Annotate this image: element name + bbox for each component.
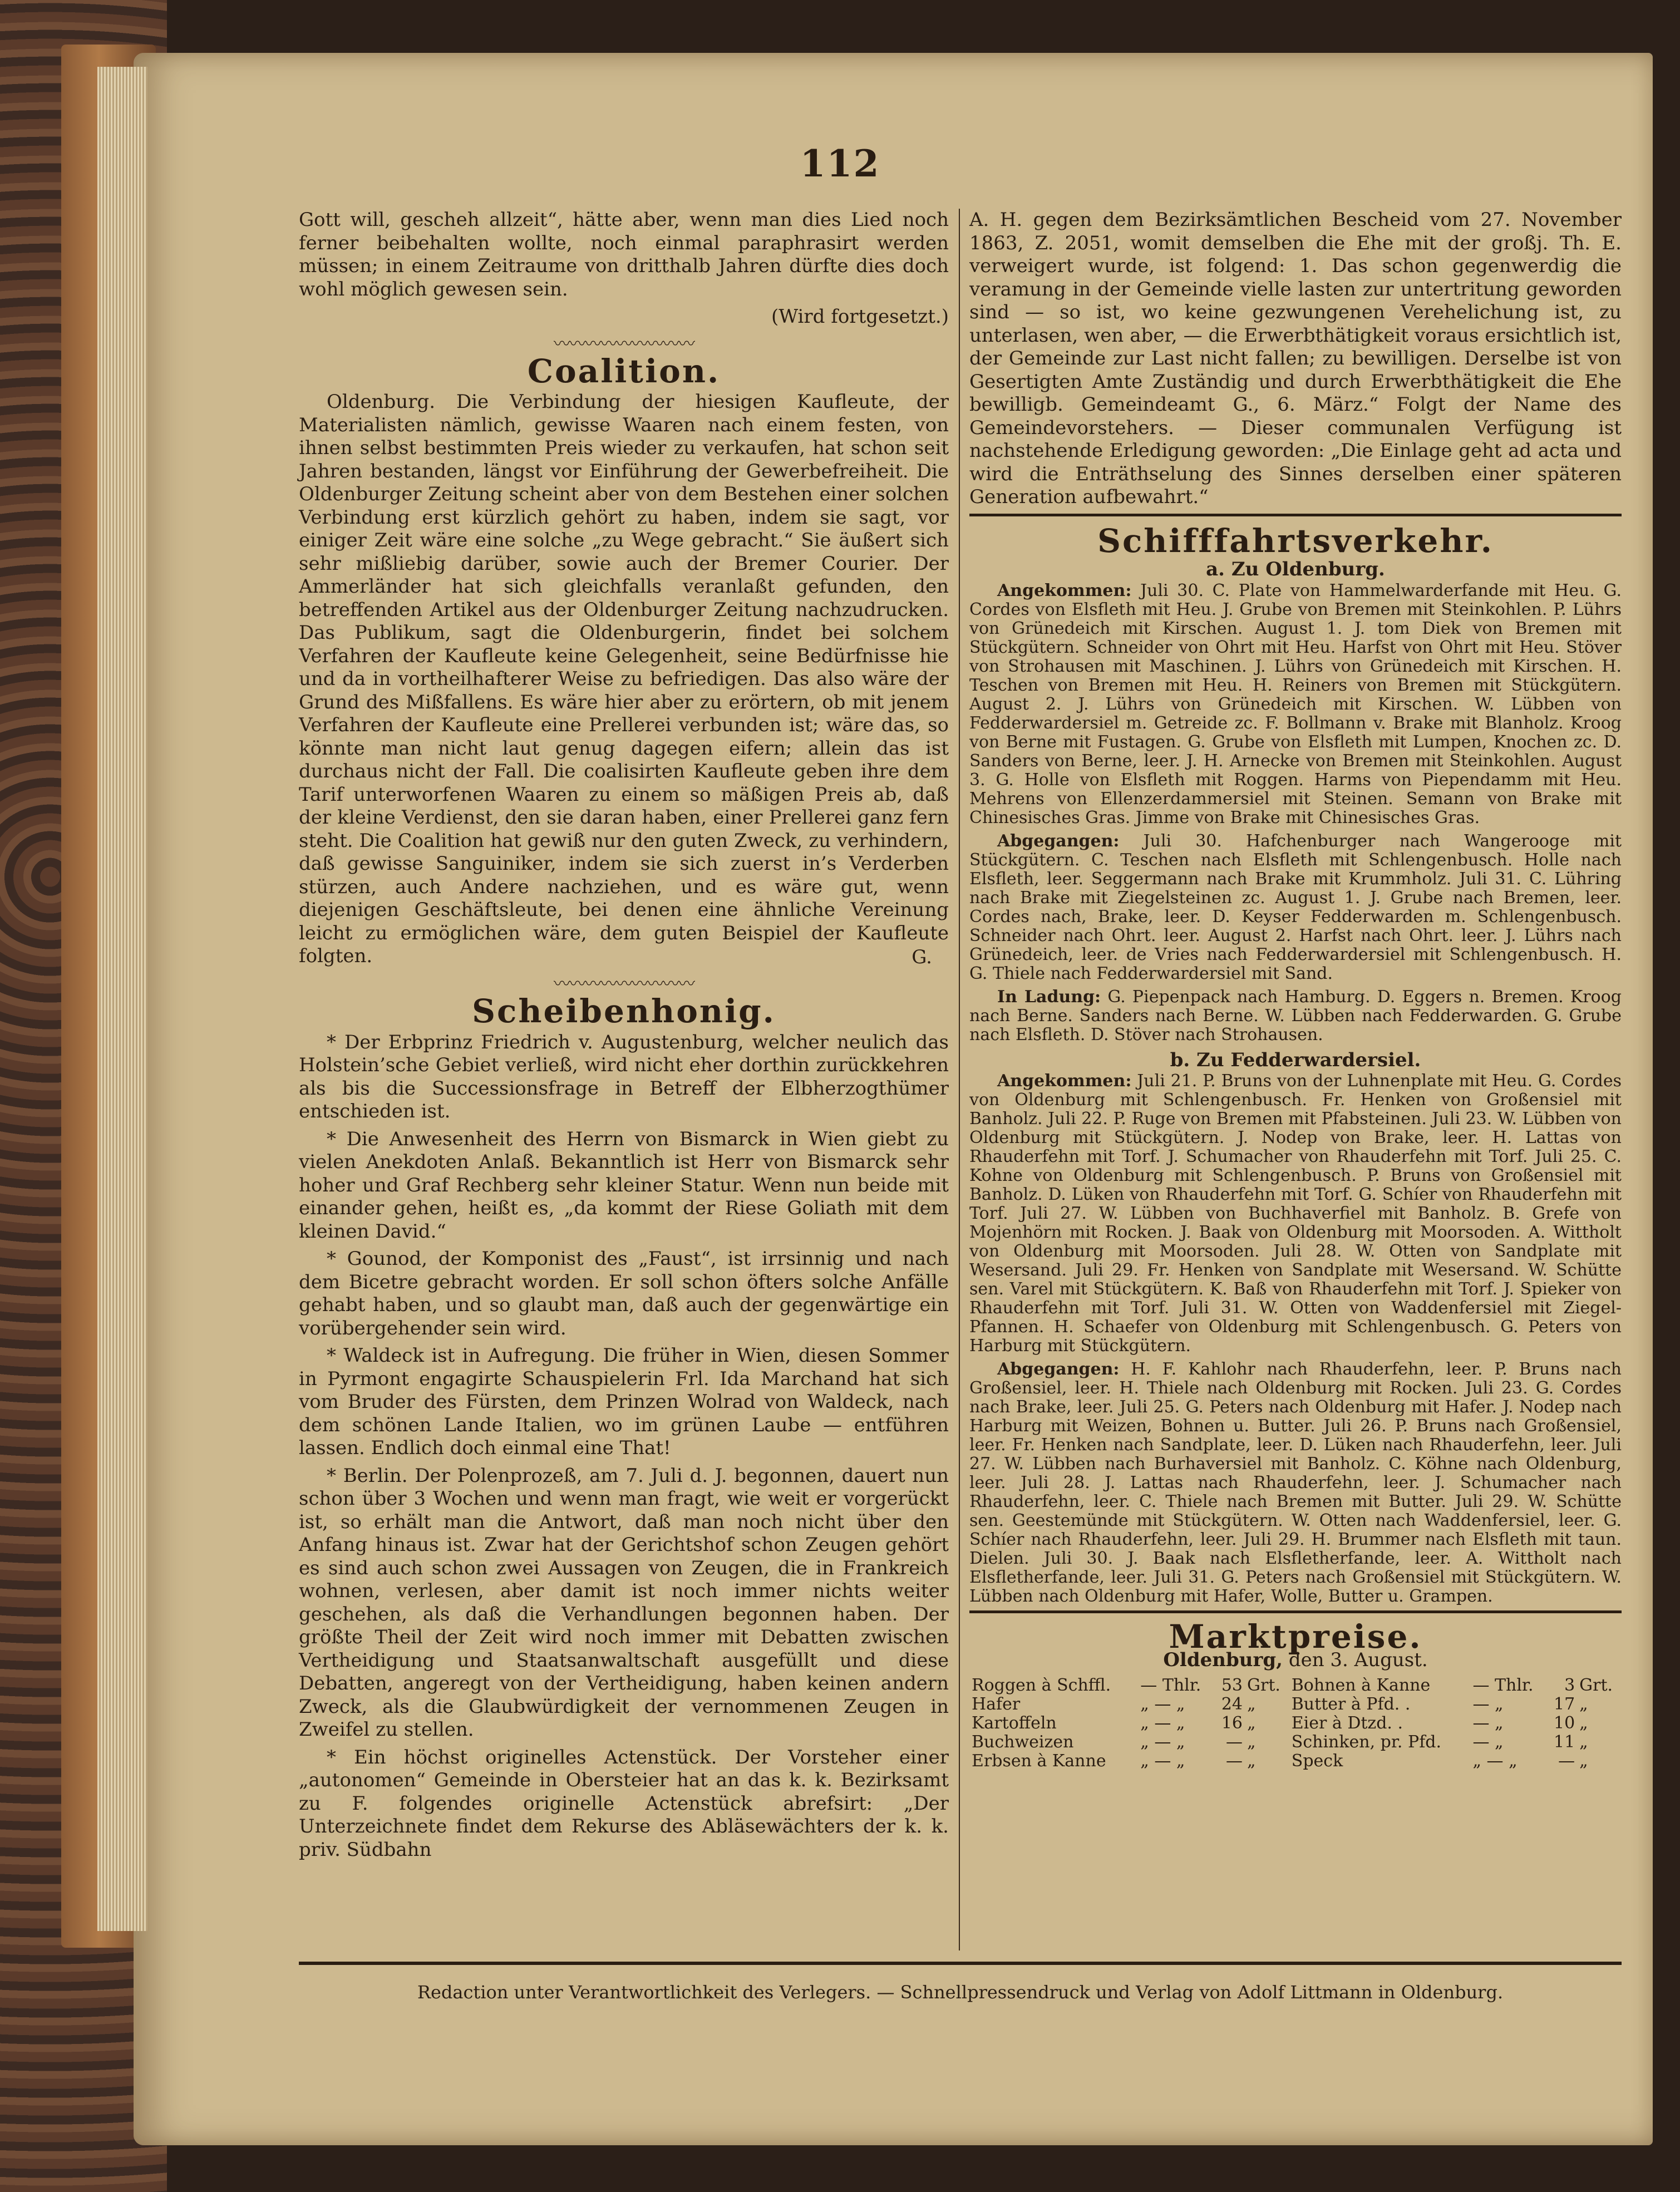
news-item: * Ein höchst originelles Actenstück. Der Vorsteher einer „autonomen“ Gemeinde in Obersteier hat an das k. k. Bezirksamt zu F. folgendes originelle Actenstück abrefsirt: „Der Unterzeichnete findet dem Rekurse des Abläsewächters der k. k. priv. Südbahn <box>299 1746 949 1861</box>
market-date: den 3. August. <box>1288 1648 1428 1671</box>
entry-label: Abgegangen: <box>997 1359 1120 1379</box>
news-item: * Berlin. Der Polenprozeß, am 7. Juli d. J. begonnen, dauert nun schon über 3 Wochen und wenn man fragt, wie weit er vorgerückt ist, so erhält man die Antwort, daß man noch nicht über den Anfang hinaus ist. Zwar hat der Gerichtshof schon Zeugen gehört es sind auch schon zwei Aussagen von Zeugen, die in Frankreich wohnen, verlesen, aber damit ist noch immer nichts weiter geschehen, als daß die Verhandlungen begonnen haben. Der größte Theil der Zeit wird noch immer mit Debatten zwischen Vertheidigung und Staatsanwaltschaft ausgefüllt und diese Debatten, angeregt von der Vertheidigung, haben keinen andern Zweck, als die Glaubwürdigkeit der vernommenen Zeugen in Zweifel zu stellen. <box>299 1464 949 1741</box>
market-cell-l-thlr: — Thlr. <box>1140 1676 1201 1695</box>
market-cell-l-unit: Grt. <box>1247 1676 1280 1695</box>
shipping-entry <box>969 1072 1622 1356</box>
shipping-entry <box>969 1360 1622 1606</box>
shipping-title: Schifffahrtsverkehr. <box>1097 521 1494 560</box>
section-ornament: 〰〰〰〰〰〰〰〰〰 <box>554 334 694 354</box>
market-cell-l-thlr: „ — „ <box>1140 1695 1185 1714</box>
news-item: * Gounod, der Komponist des „Faust“, ist irrsinnig und nach dem Bicetre gebracht worden. Er soll schon öfters solche Anfälle gehabt haben, und so glaubt man, daß auch der gegenwärtige ein vorübergehender sein wird. <box>299 1248 949 1339</box>
news-item: * Die Anwesenheit des Herrn von Bismarck in Wien giebt zu vielen Anekdoten Anlaß. Bekanntlich ist Herr von Bismarck sehr hoher und Graf Rechberg sehr kleiner Statur. Wenn nun beide mit einander gehen, heißt es, „da kommt der Riese Goliath mit dem kleinen David.“ <box>299 1127 949 1243</box>
imprint-footer: Redaction unter Verantwortlichkeit des Verlegers. — Schnellpressendruck und Verlag von Adolf Littmann in Oldenburg. <box>299 1962 1622 2003</box>
market-cell-r-thlr: — „ <box>1472 1732 1504 1752</box>
market-cell-l-thlr: „ — „ <box>1140 1713 1185 1733</box>
market-row <box>969 1752 1622 1771</box>
coalition-article: Oldenburg. Die Verbindung der hiesigen Kaufleute, der Materialisten nämlich, gewisse Waaren nach einem festen, von ihnen selbst bestimmten Preis wieder zu verkaufen, hat schon seit Jahren bestanden, längst vor Einführung der Gewerbefreiheit. Die Oldenburger Zeitung scheint aber von dem Bestehen einer solchen Verbindung erst kürzlich gehört zu haben, indem sie sagt, vor einiger Zeit wäre eine solche „zu Wege gebracht.“ Sie äußert sich sehr mißliebig darüber, sowie auch der Bremer Courier. Der Ammerländer hat sich gleichfalls veranlaßt gefunden, den betreffenden Artikel aus der Oldenburger Zeitung nachzudrucken. Das Publikum, sagt die Oldenburgerin, findet bei solchem Verfahren der Kaufleute keine Gelegenheit, seine Bedürfnisse hie und da in vortheilhafterer Weise zu befriedigen. Das also wäre der Grund des Mißfallens. Es wäre hier aber zu erörtern, ob mit jenem Verfahren der Kaufleute eine Prellerei verbunden ist; wäre das, so könnte man nicht laut genug dagegen eifern; allein das ist durchaus nicht der Fall. Die coalisirten Kaufleute geben ihre dem Tarif unterworfenen Waaren zu einem so mäßigen Preis ab, daß der kleine Verdienst, den sie daran haben, einer Prellerei ganz fern steht. Die Coalition hat gewiß nur den guten Zweck, zu verhindern, daß gewisse Sanguiniker, indem sie sich zuerst in’s Verderben stürzen, auch Andere nachziehen, und es wäre gut, wenn diejenigen Geschäftsleute, bei denen eine ähnliche Vereinung leicht zu ermöglichen wäre, dem guten Beispiel der Kaufleute folgten. <box>299 391 949 967</box>
page-edges <box>97 67 147 1931</box>
entry-label: Angekommen: <box>997 1071 1132 1091</box>
coalition-title: Coalition. <box>527 352 721 390</box>
market-row <box>969 1676 1622 1695</box>
market-cell-r-thlr: — „ <box>1472 1695 1504 1714</box>
entry-text: G. Piepenpack nach Hamburg. D. Eggers n. Bremen. Kroog nach Berne. Sanders nach Berne. W. Lübben nach Fedderwarden. G. Grube nach Elsfleth. D. Stöver nach Strohausen. <box>969 987 1622 1045</box>
section-ornament: 〰〰〰〰〰〰〰〰〰 <box>554 974 694 994</box>
market-cell-r-thlr: — „ <box>1472 1713 1504 1733</box>
market-cell-r-item: Schinken, pr. Pfd. <box>1291 1732 1442 1752</box>
section-rule <box>969 1610 1622 1613</box>
market-cell-r-unit: Grt. <box>1579 1676 1613 1695</box>
market-cell-r-val: 3 <box>1564 1676 1575 1695</box>
market-cell-r-item: Butter à Pfd. . <box>1291 1695 1411 1714</box>
shipping-subheading-oldenburg: a. Zu Oldenburg. <box>1206 558 1385 580</box>
market-cell-l-unit: „ <box>1247 1732 1256 1752</box>
market-row <box>969 1733 1622 1752</box>
news-item: * Der Erbprinz Friedrich v. Augustenburg, welcher neulich das Holstein’sche Gebiet verließ, wird nicht eher dorthin zurückkehren als bis die Successionsfrage in Betreff der Elbherzogthümer entschieden ist. <box>299 1031 949 1122</box>
market-cell-l-item: Buchweizen <box>972 1732 1074 1752</box>
market-cell-r-item: Eier à Dtzd. . <box>1291 1713 1403 1733</box>
market-cell-l-val: 16 <box>1221 1713 1243 1733</box>
market-cell-l-thlr: „ — „ <box>1140 1751 1185 1771</box>
coalition-signature: G. <box>912 945 932 968</box>
market-cell-r-val: 11 <box>1553 1732 1575 1752</box>
market-cell-l-item: Kartoffeln <box>972 1713 1057 1733</box>
section-rule <box>969 514 1622 516</box>
entry-text: Juli 21. P. Bruns von der Luhnenplate mit Heu. G. Cordes von Oldenburg mit Schlengenbusch. Fr. Henken von Großensiel mit Banholz. Juli 22. P. Ruge von Bremen mit Pfabsteinen. Juli 23. W. Lübben von Oldenburg mit Stückgütern. J. Nodep von Brake, leer. H. Lattas von Rhauderfehn mit Torf. J. Schumacher von Rhauderfehn mit Torf. Juli 25. C. Kohne von Oldenburg mit Schlengenbusch. P. Bruns von Großensiel mit Banholz. D. Lüken von Rhauderfehn mit Torf. G. Schíer von Rhauderfehn mit Torf. Juli 27. W. Lübben von Buchhaverfiel mit Banholz. B. Grefe von Mojenhörn mit Rocken. J. Baak von Oldenburg mit Moorsoden. A. Wittholt von Oldenburg mit Moorsoden. Juli 28. W. Otten von Sandplate mit Wesersand. Juli 29. Fr. Henken von Sandplate mit Wesersand. W. Schütte sen. Varel mit Stückgütern. K. Baß von Rhauderfehn mit Torf. J. Spieker von Rhauderfehn mit Torf. Juli 31. W. Otten von Waddenfersiel mit Ziegel-Pfannen. H. Schaefer von Oldenburg mit Schlengenbusch. G. Peters von Harburg mit Stückgütern. <box>969 1071 1622 1356</box>
market-cell-l-val: 53 <box>1221 1676 1243 1695</box>
market-cell-l-val: — <box>1226 1751 1243 1771</box>
market-cell-l-unit: „ <box>1247 1713 1256 1733</box>
market-title: Marktpreise. <box>1169 1618 1422 1656</box>
market-cell-l-thlr: „ — „ <box>1140 1732 1185 1752</box>
continuation-paragraph: A. H. gegen dem Bezirksämtlichen Bescheid vom 27. November 1863, Z. 2051, womit demselben die Ehe mit der großj. Th. E. verweigert wurde, ist folgend: 1. Das schon gegenwerdig die veramung in der Gemeinde vielle lasten zur untertritung geworden sind — so ist, wo keine gezwungenen Verehelichung ist, zu unterlasen, wen aber, — die Erwerbthätigkeit voraus ersichtlich ist, der Gemeinde zur Last nicht fallen; zu bewilligen. Derselbe ist von Gesertigten Amte Zuständig und durch Erwerbthätigkeit die Ehe bewilligb. Gemeindeamt G., 6. März.“ Folgt der Name des Gemeindevorstehers. — Dieser communalen Verfügung ist nachstehende Erledigung geworden: „Die Einlage geht ad acta und wird die Enträthselung des Sinnes derselben einer späteren Generation aufbewahrt.“ <box>969 209 1622 508</box>
shipping-subheading-fedderwardersiel: b. Zu Fedderwardersiel. <box>1170 1048 1421 1071</box>
market-cell-r-unit: „ <box>1579 1732 1588 1752</box>
market-cell-r-val: — <box>1558 1751 1575 1771</box>
market-row <box>969 1695 1622 1714</box>
news-item: * Waldeck ist in Aufregung. Die früher in Wien, diesen Sommer in Pyrmont engagirte Schauspielerin Frl. Ida Marchand hat sich vom Bruder des Fürsten, dem Prinzen Wolrad von Waldeck, nach dem schönen Lande Italien, wo im grünen Laube — entführen lassen. Endlich doch einmal eine That! <box>299 1344 949 1459</box>
market-cell-l-val: 24 <box>1221 1695 1243 1714</box>
right-column <box>969 209 1622 1771</box>
market-cell-r-unit: „ <box>1579 1713 1588 1733</box>
entry-label: In Ladung: <box>997 987 1101 1007</box>
shipping-entry <box>969 582 1622 827</box>
market-cell-l-unit: „ <box>1247 1751 1256 1771</box>
honey-title: Scheibenhonig. <box>472 992 776 1030</box>
market-cell-l-item: Hafer <box>972 1695 1021 1714</box>
page-number: 112 <box>800 142 880 185</box>
market-cell-l-item: Roggen à Schffl. <box>972 1676 1111 1695</box>
entry-text: H. F. Kahlohr nach Rhauderfehn, leer. P. Bruns nach Großensiel, leer. H. Thiele nach Oldenburg mit Rocken. Juli 23. G. Cordes nach Brake, leer. Juli 25. G. Peters nach Oldenburg mit Hafer. J. Nodep nach Harburg mit Weizen, Bohnen u. Butter. Juli 26. P. Bruns nach Großensiel, leer. Fr. Henken nach Sandplate, leer. D. Lüken nach Rhauderfehn, leer. Juli 27. W. Lübben nach Burhaversiel mit Banholz. C. Köhne nach Oldenburg, leer. Juli 28. J. Lattas nach Rhauderfehn, leer. J. Schumacher nach Rhauderfehn, leer. C. Thiele nach Bremen mit Butter. Juli 29. W. Schütte sen. Geestemünde mit Stückgütern. W. Otten nach Waddenfersiel, leer. G. Schíer nach Rhauderfehn, leer. Juli 29. H. Brummer nach Elsfleth mit taun. Dielen. Juli 30. J. Baak nach Elsfletherfande, leer. A. Wittholt nach Elsfletherfande, leer. Juli 31. G. Peters nach Großensiel mit Stückgütern. W. Lübben nach Oldenburg mit Hafer, Wolle, Butter u. Grampen. <box>969 1359 1622 1606</box>
market-cell-r-thlr: — Thlr. <box>1472 1676 1534 1695</box>
shipping-entry <box>969 832 1622 983</box>
continued-note: (Wird fortgesetzt.) <box>771 306 949 328</box>
market-cell-r-item: Bohnen à Kanne <box>1291 1676 1431 1695</box>
market-cell-r-unit: „ <box>1579 1695 1588 1714</box>
market-row <box>969 1714 1622 1733</box>
market-cell-r-val: 10 <box>1553 1713 1575 1733</box>
market-cell-r-thlr: „ — „ <box>1472 1751 1518 1771</box>
entry-label: Abgegangen: <box>997 831 1120 851</box>
market-cell-l-item: Erbsen à Kanne <box>972 1751 1106 1771</box>
market-cell-r-val: 17 <box>1553 1695 1575 1714</box>
market-place: Oldenburg, <box>1163 1648 1283 1671</box>
market-price-table <box>969 1676 1622 1771</box>
left-column <box>299 209 949 1866</box>
entry-text: Juli 30. Hafchenburger nach Wangerooge mit Stückgütern. C. Teschen nach Elsfleth mit Schlengenbusch. Holle nach Elsfleth, leer. Seggermann nach Brake mit Krummholz. Juli 31. C. Lühring nach Brake mit Ziegelsteinen zc. August 1. J. Grube nach Bremen, leer. Cordes nach, Brake, leer. D. Keyser Fedderwarden m. Schlengenbusch. Schneider nach Ohrt. leer. August 2. Harfst nach Ohrt. leer. J. Lührs nach Grünedeich, leer. de Vries nach Fedderwardersiel mit Schlengenbusch. H. G. Thiele nach Fedderwardersiel mit Sand. <box>969 831 1622 983</box>
column-divider <box>959 209 960 1950</box>
entry-text: Juli 30. C. Plate von Hammelwarderfande mit Heu. G. Cordes von Elsfleth mit Heu. J. Grube von Bremen mit Steinkohlen. P. Lührs von Grünedeich mit Kirschen. August 1. J. tom Diek von Bremen mit Stückgütern. Schneider von Ohrt mit Heu. Harfst von Ohrt mit Heu. Stöver von Strohausen mit Maschinen. J. Lührs von Grünedeich mit Kirschen. H. Teschen von Bremen mit Heu. H. Reiners von Bremen mit Stückgütern. August 2. J. Lührs von Grünedeich mit Kirschen. W. Lübben von Fedderwardersiel m. Getreide zc. F. Bollmann v. Brake mit Blanholz. Kroog von Berne mit Fustagen. G. Grube von Elsfleth mit Lumpen, Knochen zc. D. Sanders von Berne, leer. J. H. Arnecke von Bremen mit Steinkohlen. August 3. G. Holle von Elsfleth mit Roggen. Harms von Piependamm mit Heu. Mehrens von Ellenzerdammersiel mit Steinen. Semann von Brake mit Chinesisches Gras. Jimme von Brake mit Chinesisches Gras. <box>969 580 1622 827</box>
entry-label: Angekommen: <box>997 580 1132 600</box>
market-dateline <box>969 1649 1622 1672</box>
continuation-paragraph: Gott will, gescheh allzeit“, hätte aber, wenn man dies Lied noch ferner beibehalten wollte, noch einmal paraphrasirt werden müssen; in einem Zeitraume von dritthalb Jahren dürfte dies doch wohl möglich gewesen sein. <box>299 209 949 301</box>
market-cell-r-unit: „ <box>1579 1751 1588 1771</box>
market-cell-l-unit: „ <box>1247 1695 1256 1714</box>
shipping-entry <box>969 988 1622 1045</box>
market-cell-r-item: Speck <box>1291 1751 1343 1771</box>
market-cell-l-val: — <box>1226 1732 1243 1752</box>
